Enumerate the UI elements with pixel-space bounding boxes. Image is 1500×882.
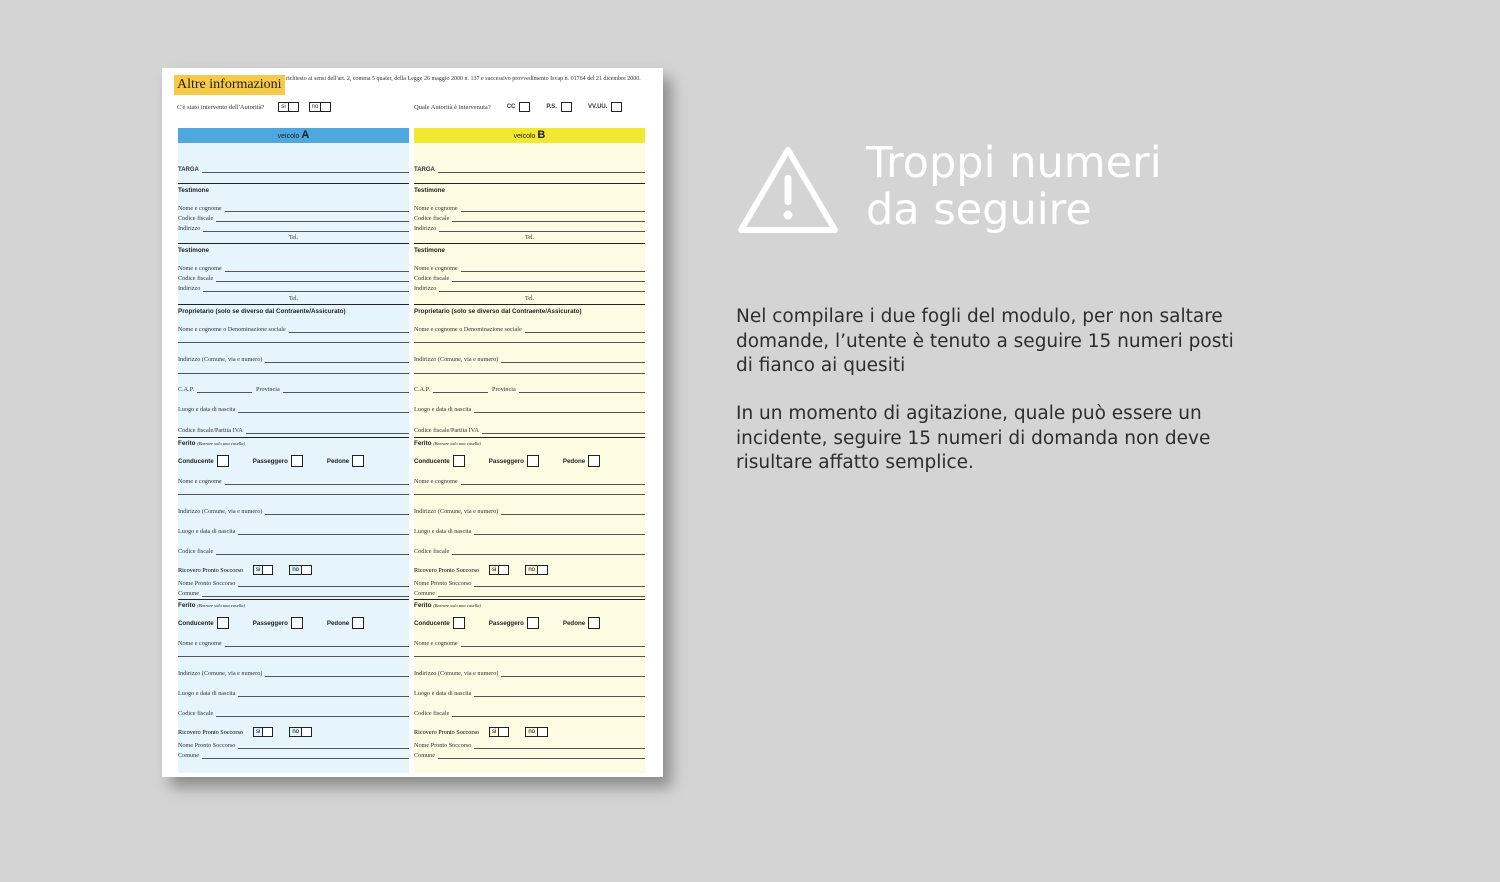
injured-birth-line[interactable] [178,690,409,697]
address-full-label: Indirizzo (Comune, via e numero) [178,670,263,677]
owner-heading: Proprietario (solo se diverso dal Contraente/Assicurato) [178,308,346,315]
address-full-label: Indirizzo (Comune, via e numero) [414,356,499,363]
conducente-option[interactable] [178,455,229,467]
injured-name-line[interactable] [178,640,409,647]
cap-label: C.A.P. [178,386,194,393]
vehicle-b-column [414,128,645,773]
witness-heading: Testimone [414,247,446,254]
no-checkbox[interactable] [301,728,311,736]
witness-address-line[interactable] [178,225,409,232]
address-label: Indirizzo [414,285,437,292]
er-no-option[interactable] [525,727,548,737]
pedone-label: Pedone [326,457,350,465]
pedone-option[interactable] [327,455,364,467]
witness-address-line[interactable] [178,285,409,292]
er-name-label: Nome Pronto Soccorso [414,580,472,587]
passeggero-checkbox[interactable] [527,455,539,467]
pedone-checkbox[interactable] [588,455,600,467]
pedone-option[interactable] [327,617,364,629]
er-row [414,727,548,737]
address-full-label: Indirizzo (Comune, via e numero) [178,508,263,515]
er-name-line[interactable] [178,580,409,587]
birth-label: Luogo e data di nascita [414,406,472,413]
injured-name-line[interactable] [414,478,645,485]
injured-role-row [414,455,645,467]
comune-label: Comune [178,752,199,759]
rule [178,437,409,438]
injured-cf-line[interactable] [178,548,409,555]
vehicle-label: veicolo [513,133,536,140]
passeggero-option[interactable] [253,455,303,467]
ps-label: P.S. [546,104,557,110]
passeggero-option[interactable] [253,617,303,629]
address-full-label: Indirizzo (Comune, via e numero) [414,670,499,677]
injured-role-row [178,455,409,467]
owner-name-line[interactable] [178,326,409,333]
name-label: Nome e cognome [414,265,458,272]
witness-cf-line[interactable] [414,275,645,282]
rule [414,656,645,657]
address-full-label: Indirizzo (Comune, via e numero) [414,508,499,515]
injured-cf-line[interactable] [414,710,645,717]
passeggero-checkbox[interactable] [291,617,303,629]
conducente-label: Conducente [178,619,214,627]
conducente-label: Conducente [414,619,450,627]
no-checkbox[interactable] [537,728,547,736]
address-label: Indirizzo [414,225,437,232]
form-title: Altre informazioni [174,75,285,95]
passeggero-label: Passeggero [252,457,288,465]
passeggero-option[interactable] [489,455,539,467]
witness-address-line[interactable] [414,225,645,232]
injured-note: (Barrare solo una casella) [433,441,481,446]
page-title [866,140,1162,234]
injured-address-line[interactable] [414,670,645,677]
er-yes-option[interactable] [489,565,509,575]
cap-label: C.A.P. [414,386,430,393]
name-label: Nome e cognome [414,640,458,647]
er-no-option[interactable] [525,565,548,575]
tel-label: Tel. [524,296,535,302]
pedone-label: Pedone [326,619,350,627]
which-authority-label: Quale Autorità è intervenuta? [414,103,491,111]
vehicle-a-column [178,128,409,773]
targa-label: TARGA [414,167,435,173]
injured-address-line[interactable] [414,508,645,515]
passeggero-option[interactable] [489,617,539,629]
pedone-checkbox[interactable] [588,617,600,629]
vat-label: Codice fiscale/Partita IVA [414,427,479,434]
conducente-label: Conducente [178,457,214,465]
er-yes-option[interactable] [253,727,273,737]
passeggero-checkbox[interactable] [527,617,539,629]
tel-label: Tel. [288,235,299,241]
no-label: no [292,729,299,735]
cf-label: Codice fiscale [178,710,214,717]
yes-label: si [255,729,261,735]
injured-name-line[interactable] [414,640,645,647]
vehicle-b-band [414,128,645,143]
pedone-option[interactable] [563,617,600,629]
conducente-option[interactable] [414,455,465,467]
rule [414,342,645,343]
conducente-checkbox[interactable] [217,455,229,467]
authority-question [177,102,331,112]
vvuu-checkbox[interactable] [611,102,622,112]
owner-heading: Proprietario (solo se diverso dal Contraente/Assicurato) [414,308,582,315]
injured-birth-line[interactable] [414,690,645,697]
no-label: no [528,567,535,573]
vat-label: Codice fiscale/Partita IVA [178,427,243,434]
witness-heading: Testimone [178,247,210,254]
er-no-option[interactable] [289,565,312,575]
rule [178,304,409,305]
pedone-label: Pedone [562,457,586,465]
owner-cap-line[interactable] [178,386,409,393]
tel-label: Tel. [524,235,535,241]
rule [178,494,409,495]
rule [414,304,645,305]
no-label: no [311,104,319,110]
er-comune-line[interactable] [178,752,409,759]
rule [178,373,409,374]
birth-label: Luogo e data di nascita [178,406,236,413]
injured-birth-line[interactable] [414,528,645,535]
witness-name-line[interactable] [178,205,409,212]
yes-label: si [491,729,497,735]
injured-heading [178,440,409,447]
er-comune-line[interactable] [178,590,409,597]
name-label: Nome e cognome [178,478,222,485]
conducente-checkbox[interactable] [217,617,229,629]
er-row [178,565,312,575]
injured-birth-line[interactable] [178,528,409,535]
er-name-label: Nome Pronto Soccorso [178,580,236,587]
injured-note: (Barrare solo una casella) [433,603,481,608]
province-label: Provincia [256,386,280,393]
cf-label: Codice fiscale [414,548,450,555]
no-checkbox[interactable] [320,103,330,111]
address-label: Indirizzo [178,225,201,232]
witness-cf-line[interactable] [414,215,645,222]
pedone-checkbox[interactable] [352,617,364,629]
yes-label: si [255,567,261,573]
targa-line[interactable] [178,166,409,173]
targa-line[interactable] [414,166,645,173]
witness-name-line[interactable] [414,205,645,212]
owner-name-line[interactable] [414,326,645,333]
no-checkbox[interactable] [537,566,547,574]
conducente-label: Conducente [414,457,450,465]
name-label: Nome e cognome [414,205,458,212]
owner-birth-line[interactable] [178,406,409,413]
injured-label: Ferito [178,440,196,447]
yes-label: si [491,567,497,573]
er-label: Ricovero Pronto Soccorso [414,728,479,736]
authority-yes-option[interactable] [278,102,298,112]
injured-cf-line[interactable] [414,548,645,555]
conducente-checkbox[interactable] [453,455,465,467]
injured-note: (Barrare solo una casella) [197,441,245,446]
cc-label: CC [506,104,516,110]
rule [414,183,645,184]
no-label: no [528,729,535,735]
name-label: Nome e cognome [178,205,222,212]
owner-vat-line[interactable] [414,427,645,434]
er-yes-option[interactable] [253,565,273,575]
birth-label: Luogo e data di nascita [178,690,236,697]
rule [178,183,409,184]
paragraph-2: In un momento di agitazione, quale può essere un incidente, seguire 15 numeri di domanda non deve risultare affatto semplice. [736,403,1211,473]
yes-label: si [281,104,286,110]
title-line-2: da seguire [866,185,1092,235]
injured-heading [178,602,409,609]
cf-label: Codice fiscale [414,215,450,222]
denomination-label: Nome e cognome o Denominazione sociale [414,326,522,333]
passeggero-label: Passeggero [252,619,288,627]
er-row [178,727,312,737]
er-label: Ricovero Pronto Soccorso [178,728,243,736]
pedone-label: Pedone [562,619,586,627]
cc-checkbox[interactable] [519,102,530,112]
name-label: Nome e cognome [414,478,458,485]
witness-heading: Testimone [178,187,210,194]
form-header [174,75,654,99]
injured-cf-line[interactable] [178,710,409,717]
yes-checkbox[interactable] [498,566,508,574]
pedone-option[interactable] [563,455,600,467]
form-sheet [162,68,663,777]
er-no-option[interactable] [289,727,312,737]
which-authority-question [414,102,622,112]
injured-heading [414,440,645,447]
address-label: Indirizzo [178,285,201,292]
witness-name-line[interactable] [178,265,409,272]
paragraph-1: Nel compilare i due fogli del modulo, per non saltare domande, l’utente è tenuto a seguire 15 numeri posti di fianco ai quesiti [736,306,1234,376]
address-full-label: Indirizzo (Comune, via e numero) [178,356,263,363]
province-label: Provincia [492,386,516,393]
vehicle-label: veicolo [277,133,300,140]
passeggero-checkbox[interactable] [291,455,303,467]
injured-role-row [414,617,645,629]
passeggero-label: Passeggero [488,457,524,465]
injured-note: (Barrare solo una casella) [197,603,245,608]
er-yes-option[interactable] [489,727,509,737]
injured-name-line[interactable] [178,478,409,485]
name-label: Nome e cognome [178,640,222,647]
er-row [414,565,548,575]
vvuu-label: VV.UU. [587,104,608,110]
er-label: Ricovero Pronto Soccorso [414,566,479,574]
owner-address-line[interactable] [178,356,409,363]
cf-label: Codice fiscale [178,548,214,555]
pedone-checkbox[interactable] [352,455,364,467]
witness-cf-line[interactable] [178,275,409,282]
cf-label: Codice fiscale [178,215,214,222]
rule [414,373,645,374]
injured-label: Ferito [414,602,432,609]
authority-no-option[interactable] [309,102,332,112]
injured-address-line[interactable] [178,508,409,515]
owner-vat-line[interactable] [178,427,409,434]
rule [178,656,409,657]
rule [414,437,645,438]
owner-birth-line[interactable] [414,406,645,413]
witness-address-line[interactable] [414,285,645,292]
conducente-option[interactable] [414,617,465,629]
conducente-option[interactable] [178,617,229,629]
injured-label: Ferito [178,602,196,609]
injured-role-row [178,617,409,629]
er-name-label: Nome Pronto Soccorso [414,742,472,749]
yes-checkbox[interactable] [288,103,298,111]
cf-label: Codice fiscale [414,275,450,282]
comune-label: Comune [414,752,435,759]
injured-heading [414,602,645,609]
no-label: no [292,567,299,573]
vehicle-a-band [178,128,409,143]
cf-label: Codice fiscale [178,275,214,282]
form-note: richiesto ai sensi dell'art. 2, comma 5 quater, della Legge 26 maggio 2000 n. 137 e successivo provvedimento Isvap n. 01764 del 21 dicembre 2000. [286,76,641,82]
rule [414,494,645,495]
targa-label: TARGA [178,167,199,173]
name-label: Nome e cognome [178,265,222,272]
denomination-label: Nome e cognome o Denominazione sociale [178,326,286,333]
passeggero-label: Passeggero [488,619,524,627]
title-line-1: Troppi numeri [866,138,1162,188]
er-comune-line[interactable] [414,590,645,597]
witness-heading: Testimone [414,187,446,194]
er-comune-line[interactable] [414,752,645,759]
no-checkbox[interactable] [301,566,311,574]
er-label: Ricovero Pronto Soccorso [178,566,243,574]
ps-checkbox[interactable] [561,102,572,112]
witness-name-line[interactable] [414,265,645,272]
rule [414,243,645,244]
er-name-line[interactable] [178,742,409,749]
authority-question-label: C'è stato intervento dell'Autorità? [177,103,265,111]
comune-label: Comune [414,590,435,597]
birth-label: Luogo e data di nascita [414,690,472,697]
witness-cf-line[interactable] [178,215,409,222]
rule [178,599,409,600]
rule [178,342,409,343]
yes-checkbox[interactable] [262,566,272,574]
rule [178,243,409,244]
er-name-line[interactable] [414,580,645,587]
injured-address-line[interactable] [178,670,409,677]
birth-label: Luogo e data di nascita [178,528,236,535]
er-name-label: Nome Pronto Soccorso [178,742,236,749]
owner-cap-line[interactable] [414,386,645,393]
yes-checkbox[interactable] [262,728,272,736]
vehicle-letter: A [301,129,310,141]
er-name-line[interactable] [414,742,645,749]
cf-label: Codice fiscale [414,710,450,717]
rule [414,599,645,600]
birth-label: Luogo e data di nascita [414,528,472,535]
injured-label: Ferito [414,440,432,447]
yes-checkbox[interactable] [498,728,508,736]
comune-label: Comune [178,590,199,597]
tel-label: Tel. [288,296,299,302]
owner-address-line[interactable] [414,356,645,363]
vehicle-letter: B [537,129,546,141]
warning-triangle-icon [737,145,839,235]
conducente-checkbox[interactable] [453,617,465,629]
